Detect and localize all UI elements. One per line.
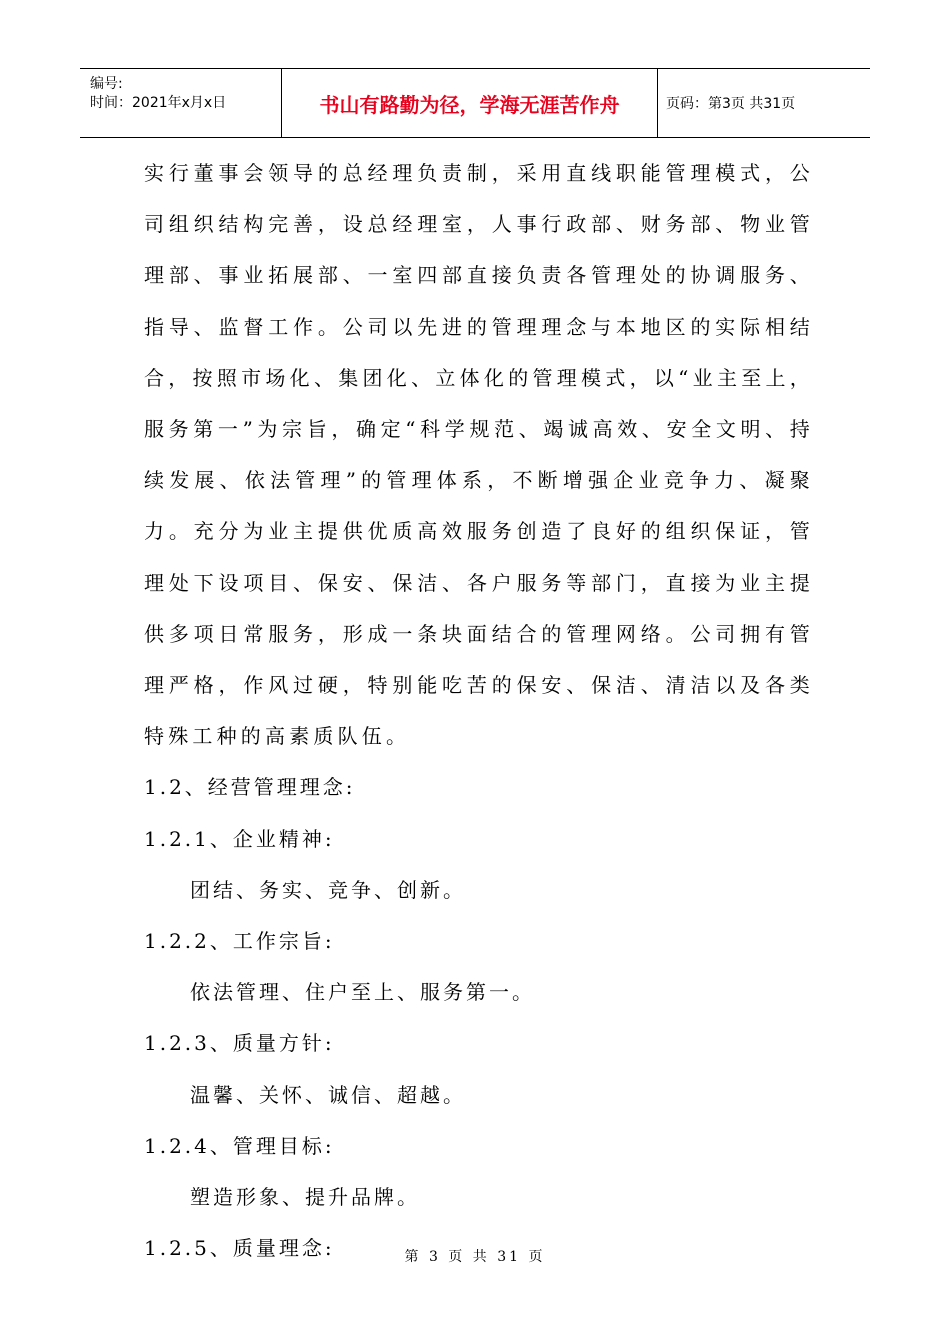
subsection-heading: 1.2.3、质量方针:: [144, 1031, 335, 1056]
subsection-heading: 1.2.2、工作宗旨:: [144, 929, 335, 953]
subsection-content: 塑造形象、提升品牌。: [190, 1184, 420, 1209]
subsection-heading: 1.2.5、质量理念:: [144, 1236, 335, 1261]
subsection-content: 温馨、关怀、诚信、超越。: [190, 1082, 466, 1107]
page-header: [80, 68, 870, 138]
body-paragraph: 实行董事会领导的总经理负责制，采用直线职能管理模式，公司组织结构完善，设总经理室，人事行政部、财务部、物业管理部、事业拓展部、一室四部直接负责各管理处的协调服务、指导、监督工作。公司以先进的管理理念与本地区的实际相结合，按照市场化、集团化、立体化的管理模式，以“业主至上，服务第一”为宗旨，确定“科学规范、竭诚高效、安全文明、持续发展、依法管理”的管理体系，不断增强企业竞争力、凝聚力。充分为业主提供优质高效服务创造了良好的组织保证，管理处下设项目、保安、保洁、各户服务等部门，直接为业主提供多项日常服务，形成一条块面结合的管理网络。公司拥有管理严格，作风过硬，特别能吃苦的保安、保洁、清洁以及各类特殊工种的高素质队伍。: [144, 161, 814, 749]
subsection-content: 团结、务实、竞争、创新。: [190, 877, 466, 902]
header-page-info: 页码：第3页 共31页: [666, 96, 796, 112]
document-date: 时间：2021年x月x日: [90, 95, 227, 111]
page-footer: 第 3 页 共 31 页: [404, 1249, 546, 1265]
header-motto: 书山有路勤为径，学海无涯苦作舟: [282, 69, 658, 137]
subsection-heading: 1.2.1、企业精神:: [144, 826, 335, 851]
subsection-heading: 1.2.4、管理目标:: [144, 1133, 335, 1158]
header-info-cell: [80, 69, 282, 137]
section-heading: 1.2、经营管理理念:: [144, 775, 356, 800]
document-number-label: 编号:: [90, 76, 123, 92]
subsection-content: 依法管理、住户至上、服务第一。: [190, 980, 535, 1005]
document-body: [144, 148, 814, 1274]
